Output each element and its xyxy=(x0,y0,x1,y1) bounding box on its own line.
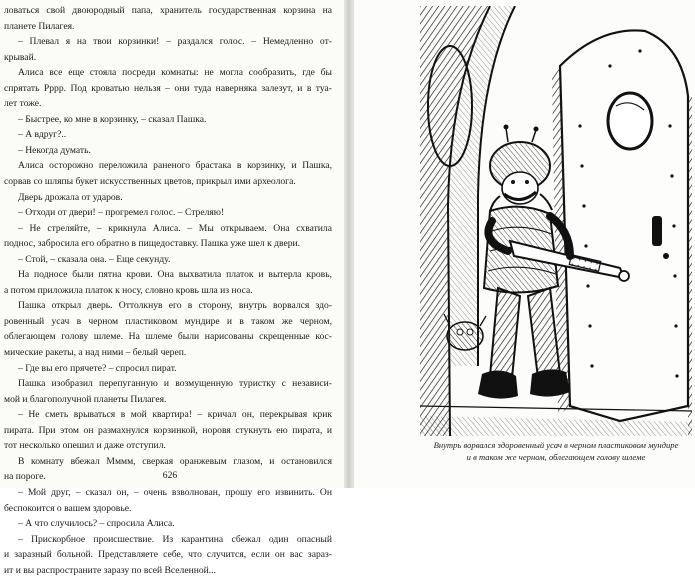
text-line: и заразный больной. Представляете себе, что случится, если он вас зараз- xyxy=(4,549,332,561)
text-line: – А вдруг?.. xyxy=(18,129,67,141)
text-line: беспокоится о вашем здоровье. xyxy=(4,502,132,514)
text-line: В комнату вбежал Мммм, сверкая оранжевым глазом, и остановился xyxy=(18,455,332,467)
body-text xyxy=(4,3,332,578)
pirate-illustration xyxy=(420,6,692,436)
text-line: Дверь дрожала от ударов. xyxy=(18,191,123,203)
text-line: – Плевал я на твои корзинки! – раздался голос. – Немедленно от- xyxy=(18,36,332,48)
left-page xyxy=(0,0,345,576)
caption-line-2: и в таком же черном, облегающем голову шлеме xyxy=(466,451,646,462)
text-line: ловаться свой двоюродный папа, хранитель государственная корзина на xyxy=(4,5,332,16)
text-line: На подносе были пятна крови. Она выхватила платок и вытерла кровь, xyxy=(18,269,332,281)
illustration xyxy=(420,6,692,436)
text-line: планете Пилагея. xyxy=(4,20,75,32)
text-line: на пороге. xyxy=(4,471,46,483)
text-line: лет тоже. xyxy=(4,98,42,110)
text-line: – Отходи от двери! – прогремел голос. – Стреляю! xyxy=(18,207,225,219)
text-line: Алиса все еще стояла посреди комнаты: не могла сообразить, где бы xyxy=(18,67,332,79)
text-line: – Прискорбное происшествие. Из карантина сбежал один опасный xyxy=(18,533,332,545)
text-line: спрятать Рррр. Под кроватью нельзя – они туда наверняка залезут, и в туа- xyxy=(4,82,332,94)
right-page xyxy=(354,0,695,488)
text-line: а потом приложила платок к носу, словно кровь шла из носа. xyxy=(4,284,253,296)
text-line: Пашка изобразил перепуганную и возмущенную туристку с независи- xyxy=(18,378,332,390)
text-line: – Не сметь врываться в мой квартира! – кричал он, перекрывая крик xyxy=(18,409,332,421)
text-line: сорвав со шляпы букет искусственных цветов, прикрыл ими археолога. xyxy=(4,176,296,188)
text-line: поднос, забросила его обратно в пищедоставку. Пашка уже шел к двери. xyxy=(4,238,301,250)
text-line: – Стой, – сказала она. – Еще секунду. xyxy=(18,253,171,265)
text-line: – Не стреляйте, – крикнула Алиса. – Мы открываем. Она схватила xyxy=(18,222,332,234)
text-line: мические ракеты, а над ними – белый череп. xyxy=(4,347,187,359)
text-line: Пашка открыл дверь. Оттолкнув его в сторону, внутрь ворвался здо- xyxy=(18,300,332,312)
text-line: ровенный усач в черном пластиковом мундире и в таком же черном, xyxy=(4,315,332,327)
text-line: – Мой друг, – сказал он, – очень взволнован, прошу его извинить. Он xyxy=(18,486,332,498)
text-line: тот несколько опешил и даже отступил. xyxy=(4,440,166,452)
caption-line-1: Внутрь ворвался здоровенный усач в черном пластиковом мундире xyxy=(433,440,679,450)
text-line: Алиса осторожно переложила раненого брастака в корзинку, и Пашка, xyxy=(18,160,332,172)
text-line: мой и благополучной планеты Пилагея. xyxy=(4,393,167,405)
book-gutter xyxy=(344,0,354,488)
text-line: пирата. При этом он размахнулся корзинкой, норовя стукнуть ею пирата, и xyxy=(4,424,332,436)
text-line: – Быстрее, ко мне в корзинку, – сказал Пашка. xyxy=(18,113,207,125)
illustration-caption xyxy=(420,440,692,463)
text-line: ит и вы распространите заразу по всей Вселенной... xyxy=(4,564,216,576)
text-line: – Где вы его прячете? – спросил пират. xyxy=(18,362,177,374)
text-line: – Некогда думать. xyxy=(18,144,91,156)
text-line: крывай. xyxy=(4,51,37,63)
text-line: – А что случилось? – спросила Алиса. xyxy=(18,518,175,530)
text-line: облегающем голову шлеме. На шлеме были нарисованы скрещенные кос- xyxy=(4,331,332,343)
page-number: 626 xyxy=(162,470,178,481)
